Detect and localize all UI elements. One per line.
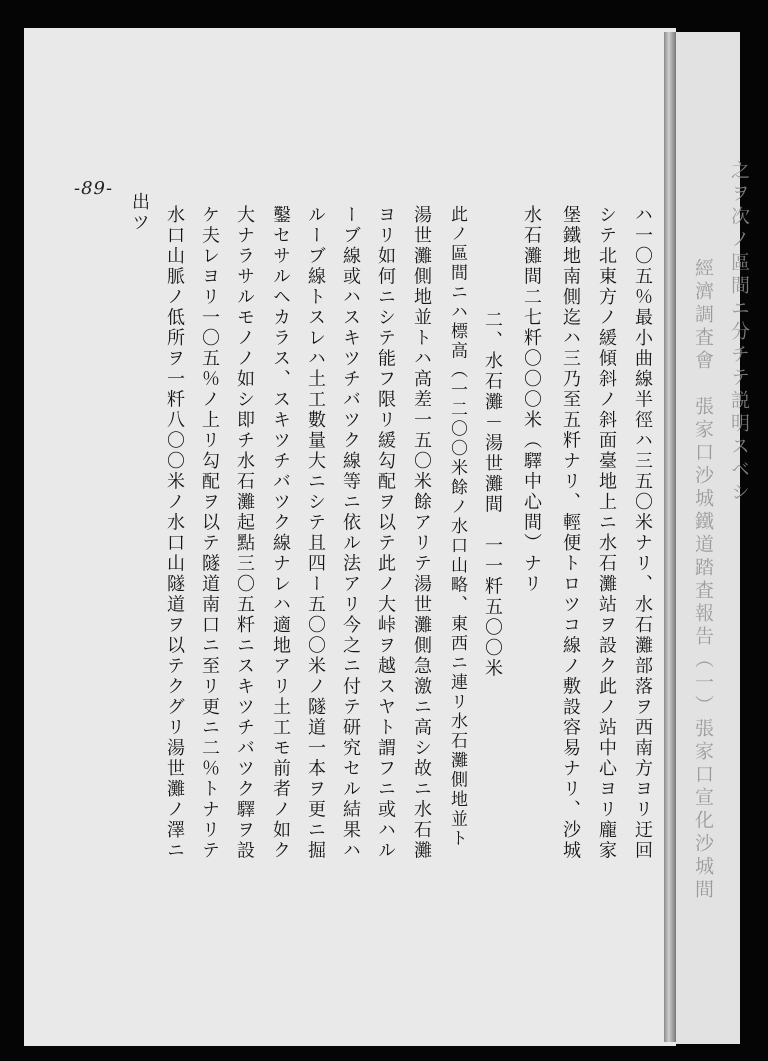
- text-column-1: ハ一〇五％最小曲線半徑ハ三五〇米ナリ、水石灘部落ヲ西南方ヨリ迂回: [632, 205, 653, 861]
- text-column-13: ケ夫レヨリ一〇五％ノ上リ勾配ヲ以テ隧道南口ニ至リ更ニ二％トナリテ: [199, 205, 220, 861]
- text-column-15: 出ツ: [129, 192, 150, 233]
- text-column-12: 大ナラサルモノノ如シ即チ水石灘起點三〇五粁ニスキツチバツク驛ヲ設: [234, 205, 255, 861]
- text-column-4: 水石灘間二七粁〇〇〇米（驛中心間）ナリ: [521, 205, 542, 595]
- text-column-6: 此ノ區間ニハ標高（一二〇〇米餘ノ水口山略、東西ニ連リ水石灘側地並ト: [447, 205, 467, 849]
- spine-line-1: 之ヲ次ノ區間ニ分チテ説明スベシ: [728, 160, 750, 505]
- text-column-8: ヨリ如何ニシテ能フ限リ緩勾配ヲ以テ此ノ大峠ヲ越スヤト謂フニ或ハル: [375, 205, 396, 861]
- text-column-11: 鑿セサルヘカラス、スキツチバツク線ナレハ適地アリ土工モ前者ノ如ク: [270, 205, 291, 861]
- spine-line-2: 經濟調査會 張家口沙城鐵道踏査報告（一）張家口宣化沙城間: [692, 258, 714, 902]
- page-edge: [664, 32, 676, 1042]
- section-heading: 二、水石灘－湯世灘間 一一粁五〇〇米: [482, 310, 503, 679]
- text-column-10: ルーブ線トスレハ土工數量大ニシテ且四ー五〇〇米ノ隧道一本ヲ更ニ掘: [305, 205, 326, 861]
- text-column-2: シテ北東方ノ緩傾斜ノ斜面臺地上ニ水石灘站ヲ設ク此ノ站中心ヨリ龐家: [596, 205, 617, 861]
- text-column-14: 水口山脈ノ低所ヲ一粁八〇〇米ノ水口山隧道ヲ以テクグリ湯世灘ノ澤ニ: [164, 205, 185, 861]
- text-column-9: ーブ線或ハスキツチバツク線等ニ依ル法アリ今之ニ付テ研究セル結果ハ: [340, 205, 361, 861]
- text-column-3: 堡鐵地南側迄ハ三乃至五粁ナリ、輕便トロツコ線ノ敷設容易ナリ、沙城: [560, 205, 581, 861]
- text-column-7: 湯世灘側地並トハ高差一五〇米餘アリテ湯世灘側急激ニ高シ故ニ水石灘: [411, 205, 432, 861]
- page-number: -89-: [74, 178, 114, 199]
